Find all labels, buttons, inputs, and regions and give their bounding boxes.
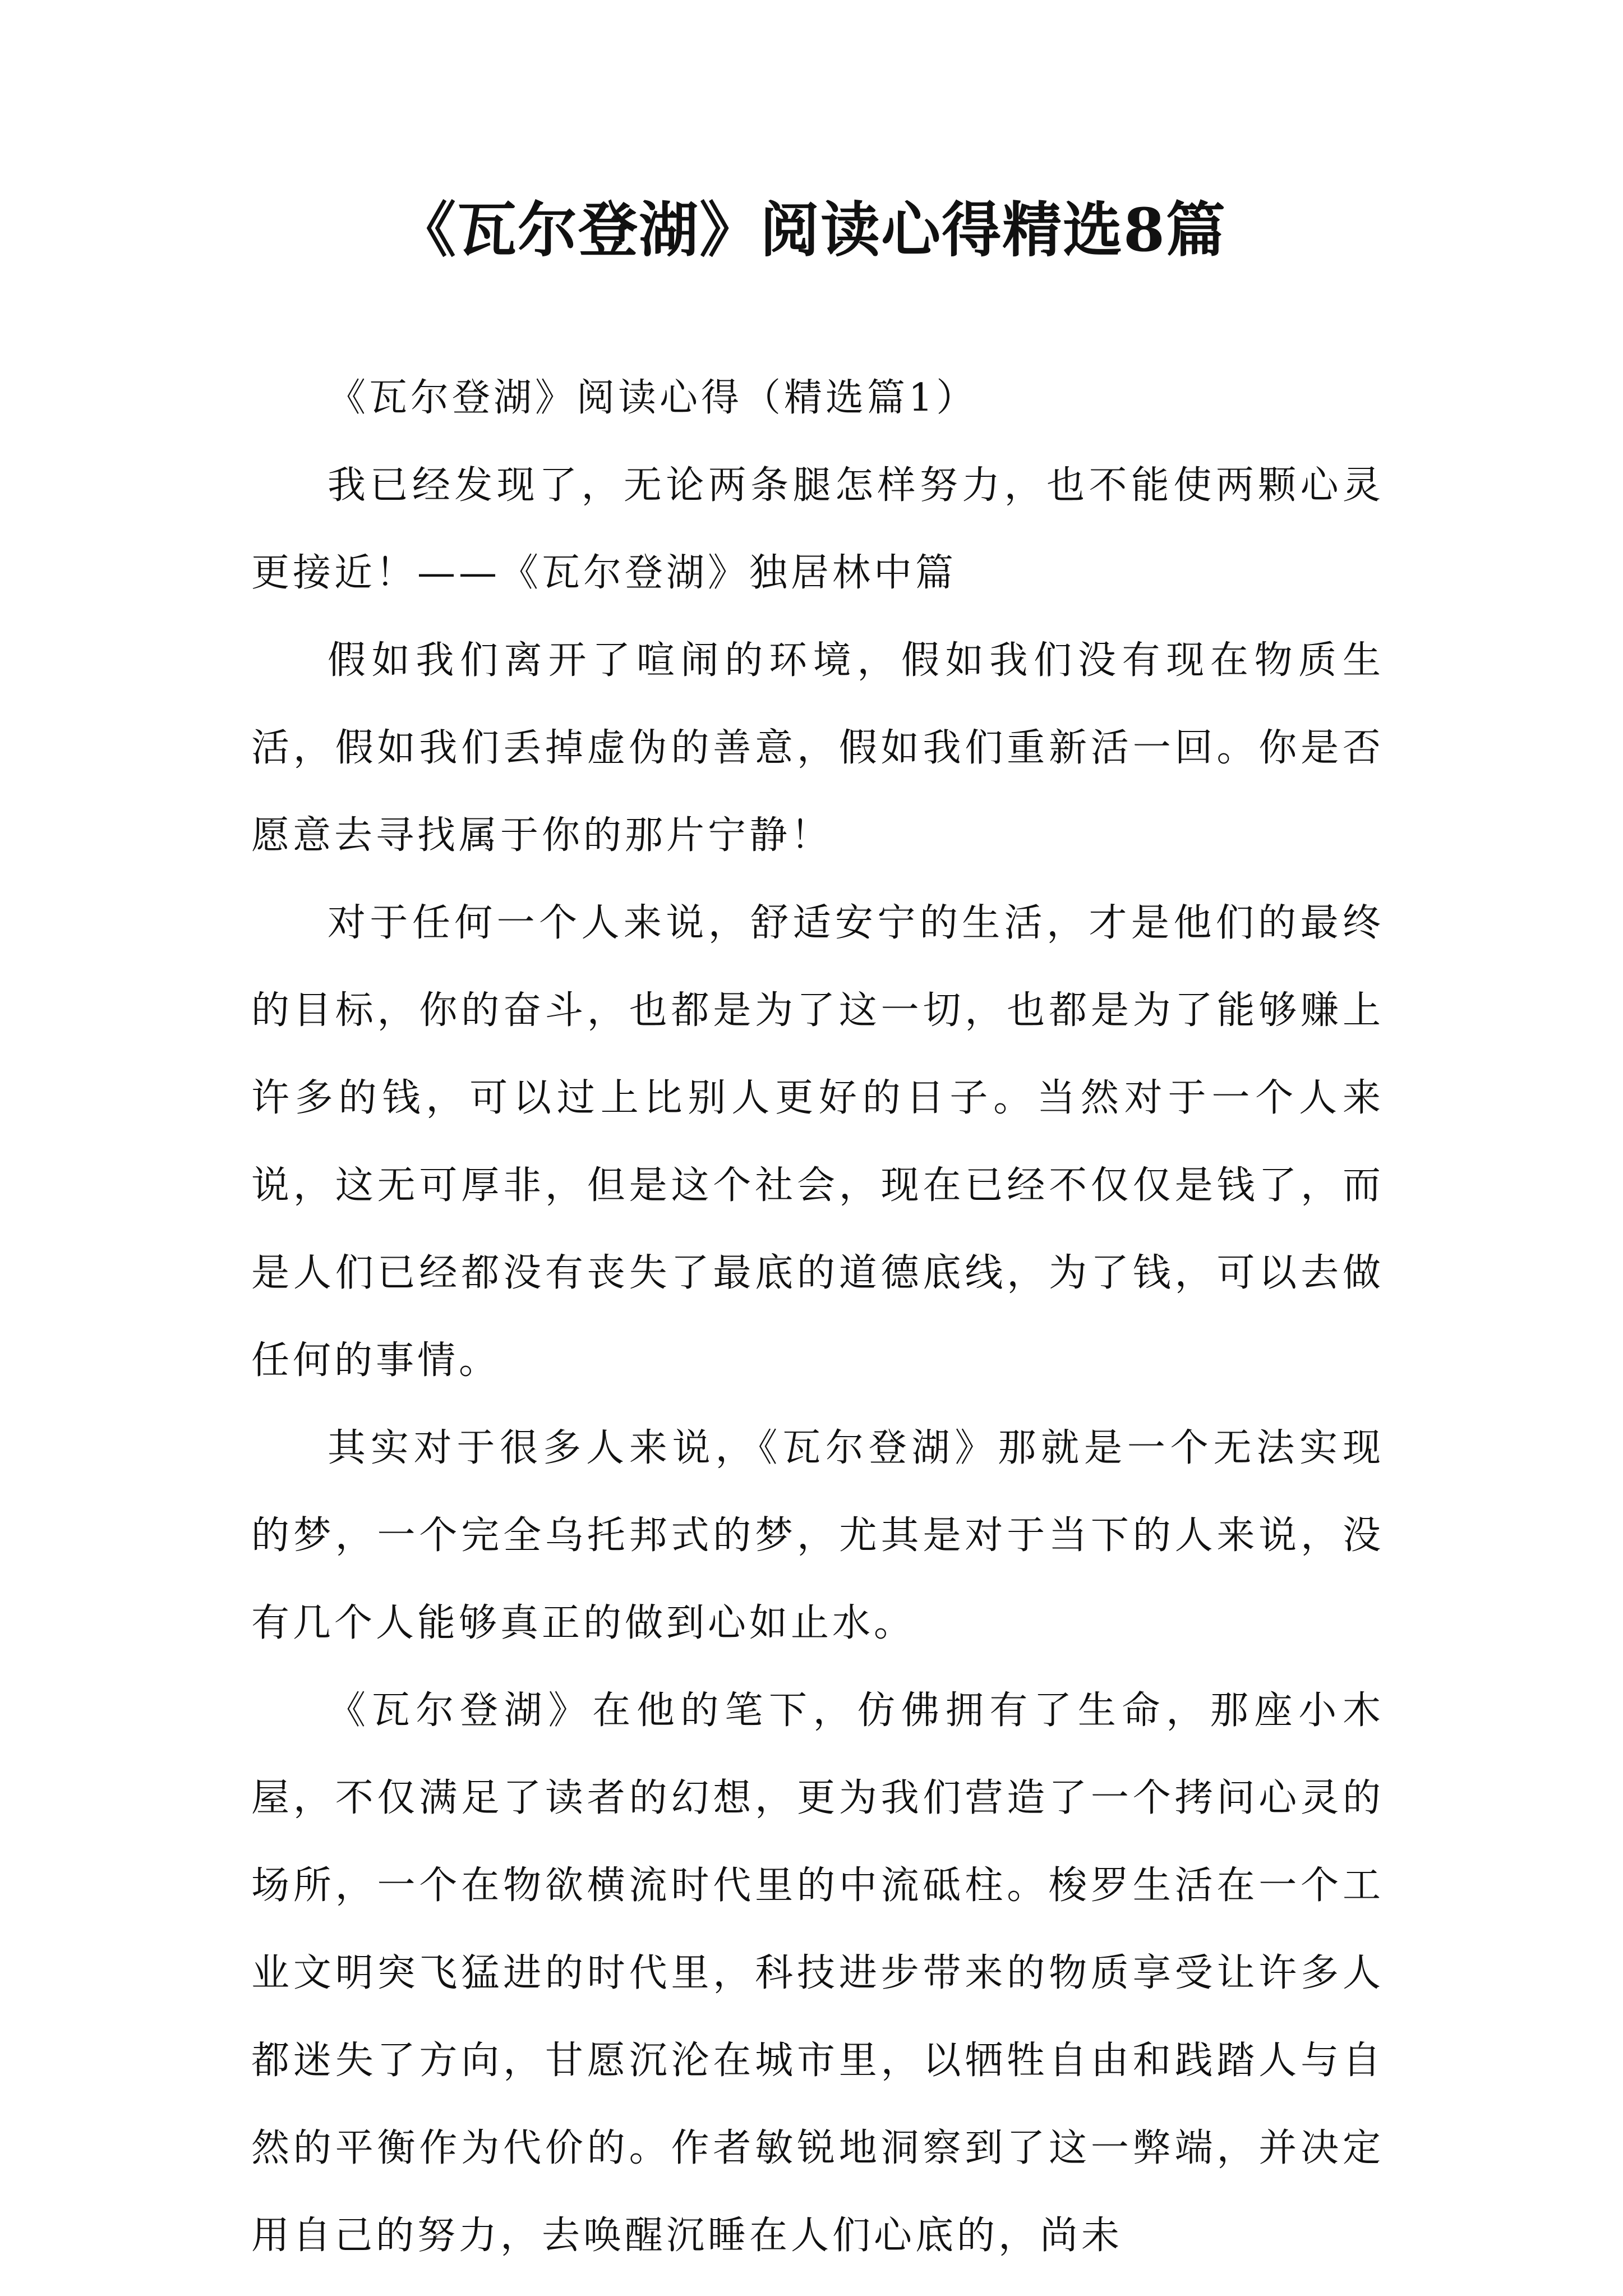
paragraph: 假如我们离开了喧闹的环境，假如我们没有现在物质生活，假如我们丢掉虚伪的善意，假如我们重新活一回。你是否愿意去寻找属于你的那片宁静！ — [251, 638, 1384, 858]
document-body — [251, 355, 1384, 2280]
paragraph: 其实对于很多人来说，《瓦尔登湖》那就是一个无法实现的梦，一个完全乌托邦式的梦，尤其是对于当下的人来说，没有几个人能够真正的做到心如止水。 — [251, 1426, 1384, 1645]
paragraph: 对于任何一个人来说，舒适安宁的生活，才是他们的最终的目标，你的奋斗，也都是为了这一切，也都是为了能够赚上许多的钱，可以过上比别人更好的日子。当然对于一个人来说，这无可厚非，但是这个社会，现在已经不仅仅是钱了，而是人们已经都没有丧失了最底的道德底线，为了钱，可以去做任何的事情。 — [251, 901, 1384, 1383]
paragraph: 《瓦尔登湖》在他的笔下，仿佛拥有了生命，那座小木屋，不仅满足了读者的幻想，更为我们营造了一个拷问心灵的场所，一个在物欲横流时代里的中流砥柱。梭罗生活在一个工业文明突飞猛进的时代里，科技进步带来的物质享受让许多人都迷失了方向，甘愿沉沦在城市里，以牺牲自由和践踏人与自然的平衡作为代价的。作者敏锐地洞察到了这一弊端，并决定用自己的努力，去唤醒沉睡在人们心底的，尚未 — [251, 1688, 1384, 2258]
section-heading: 《瓦尔登湖》阅读心得（精选篇1） — [328, 376, 978, 420]
paragraph-quote: 我已经发现了，无论两条腿怎样努力，也不能使两颗心灵更接近！——《瓦尔登湖》独居林中篇 — [251, 463, 1384, 595]
document-title: 《瓦尔登湖》阅读心得精选8篇 — [396, 195, 1227, 265]
